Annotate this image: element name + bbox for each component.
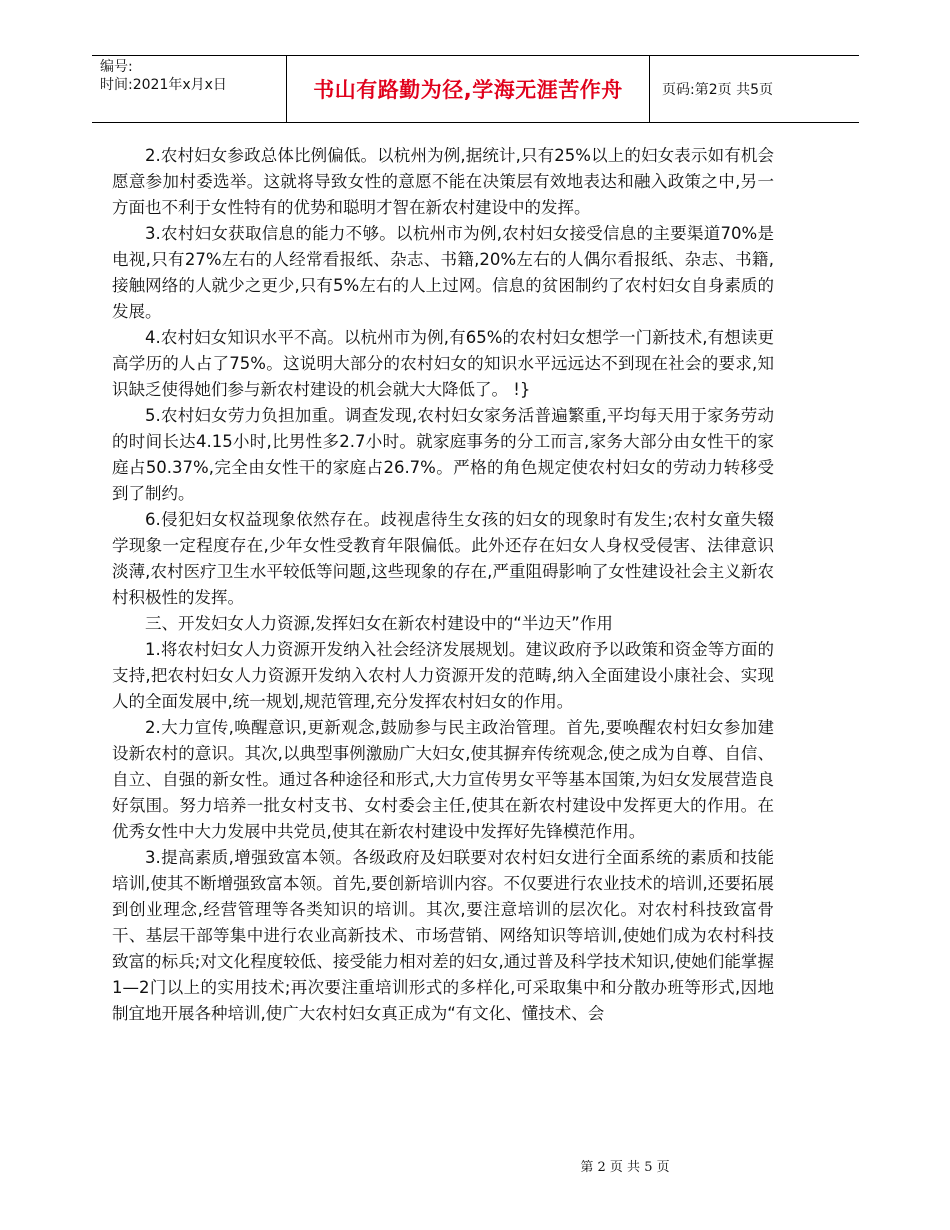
document-body [112, 143, 774, 1027]
paragraph: 1.将农村妇女人力资源开发纳入社会经济发展规划。建议政府予以政策和资金等方面的支持,把农村妇女人力资源开发纳入农村人力资源开发的范畴,纳入全面建设小康社会、实现人的全面发展中,统一规划,规范管理,充分发挥农村妇女的作用。 [112, 640, 774, 711]
header-page-info: 页码:第2页 共5页 [662, 82, 773, 98]
paragraph: 2.大力宣传,唤醒意识,更新观念,鼓励参与民主政治管理。首先,要唤醒农村妇女参加建设新农村的意识。其次,以典型事例激励广大妇女,使其摒弃传统观念,使之成为自尊、自信、自立、自强的新女性。通过各种途径和形式,大力宣传男女平等基本国策,为妇女发展营造良好氛围。努力培养一批女村支书、女村委会主任,使其在新农村建设中发挥更大的作用。在优秀女性中大力发展中共党员,使其在新农村建设中发挥好先锋模范作用。 [112, 718, 774, 841]
paragraph: 5.农村妇女劳力负担加重。调查发现,农村妇女家务活普遍繁重,平均每天用于家务劳动的时间长达4.15小时,比男性多2.7小时。就家庭事务的分工而言,家务大部分由女性干的家庭占50.37%,完全由女性干的家庭占26.7%。严格的角色规定使农村妇女的劳动力转移受到了制约。 [112, 406, 774, 503]
page-footer: 第 2 页 共 5 页 [580, 1160, 670, 1175]
paragraph: 3.提高素质,增强致富本领。各级政府及妇联要对农村妇女进行全面系统的素质和技能培训,使其不断增强致富本领。首先,要创新培训内容。不仅要进行农业技术的培训,还要拓展到创业理念,经营管理等各类知识的培训。其次,要注意培训的层次化。对农村科技致富骨干、基层干部等集中进行农业高新技术、市场营销、网络知识等培训,使她们成为农村科技致富的标兵;对文化程度较低、接受能力相对差的妇女,通过普及科学技术知识,使她们能掌握1—2门以上的实用技术;再次要注重培训形式的多样化,可采取集中和分散办班等形式,因地制宜地开展各种培训,使广大农村妇女真正成为“有文化、懂技术、会 [112, 848, 774, 1023]
paragraph: 3.农村妇女获取信息的能力不够。以杭州市为例,农村妇女接受信息的主要渠道70%是电视,只有27%左右的人经常看报纸、杂志、书籍,20%左右的人偶尔看报纸、杂志、书籍,接触网络的人就少之更少,只有5%左右的人上过网。信息的贫困制约了农村妇女自身素质的发展。 [112, 224, 774, 321]
paragraph: 6.侵犯妇女权益现象依然存在。歧视虐待生女孩的妇女的现象时有发生;农村女童失辍学现象一定程度存在,少年女性受教育年限偏低。此外还存在妇女人身权受侵害、法律意识淡薄,农村医疗卫生水平较低等问题,这些现象的存在,严重阻碍影响了女性建设社会主义新农村积极性的发挥。 [112, 510, 774, 607]
document-number-label: 编号: [100, 59, 133, 75]
paragraph: 4.农村妇女知识水平不高。以杭州市为例,有65%的农村妇女想学一门新技术,有想读更高学历的人占了75%。这说明大部分的农村妇女的知识水平远远达不到现在社会的要求,知识缺乏使得她们参与新农村建设的机会就大大降低了。 !} [112, 328, 774, 399]
header-motto: 书山有路勤为径,学海无涯苦作舟 [286, 56, 650, 122]
header-meta [92, 56, 286, 122]
section-heading: 三、开发妇女人力资源,发挥妇女在新农村建设中的“半边天”作用 [145, 614, 613, 633]
page-header [92, 55, 859, 123]
paragraph: 2.农村妇女参政总体比例偏低。以杭州为例,据统计,只有25%以上的妇女表示如有机会愿意参加村委选举。这就将导致女性的意愿不能在决策层有效地表达和融入政策之中,另一方面也不利于女性特有的优势和聪明才智在新农村建设中的发挥。 [112, 146, 774, 217]
document-time-label: 时间:2021年x月x日 [100, 77, 227, 93]
